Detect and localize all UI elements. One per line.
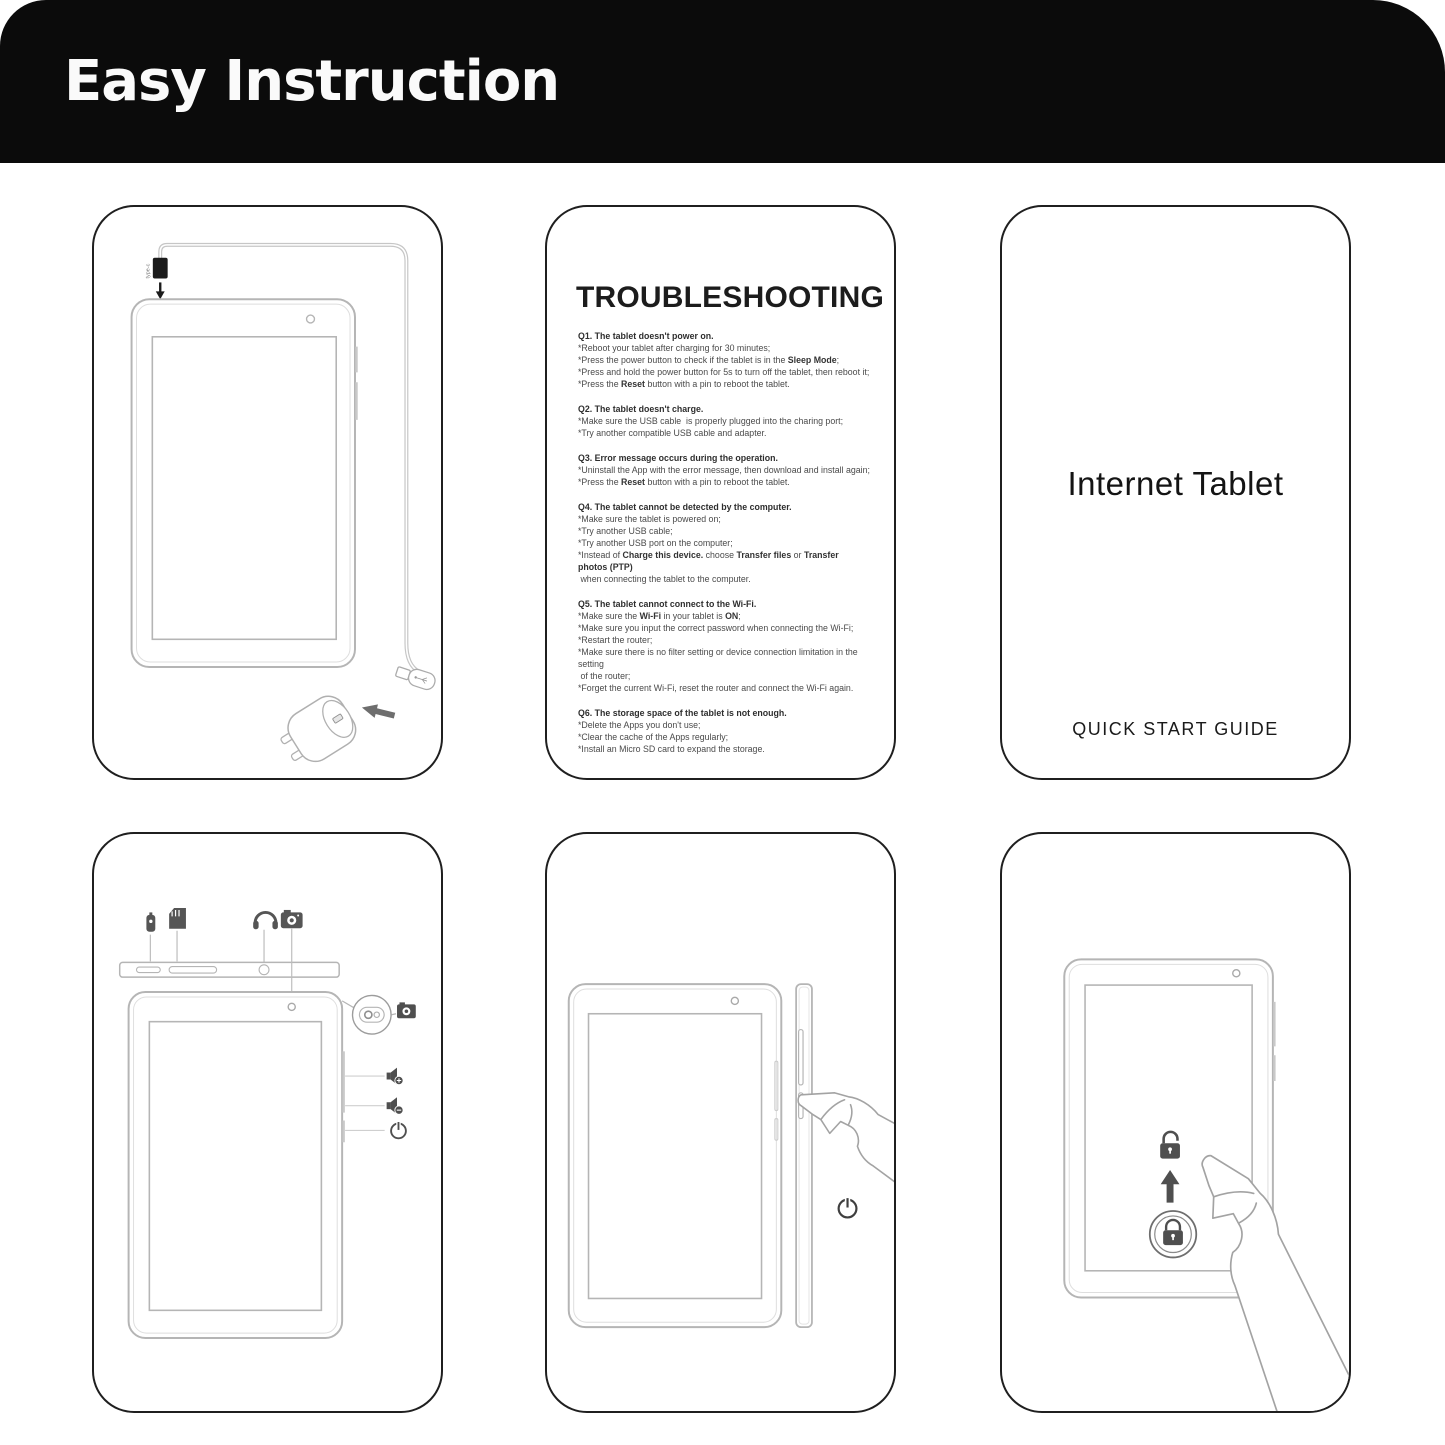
- unlock-illustration: [1002, 834, 1349, 1411]
- troubleshooting-line: *Install an Micro SD card to expand the storage.: [578, 744, 765, 754]
- callout-lines: [150, 930, 264, 964]
- tablet-top-edge: [120, 962, 339, 977]
- troubleshooting-section: [578, 452, 870, 488]
- left-arrow-icon: [360, 701, 396, 723]
- troubleshooting-line: *Try another compatible USB cable and adapter.: [578, 428, 767, 438]
- troubleshooting-line: *Instead of Charge this device. choose Transfer files or Transfer photos (PTP): [578, 550, 842, 572]
- camera-icon: [281, 910, 303, 928]
- tablet-front-outline: [129, 992, 344, 1338]
- troubleshooting-line: *Reboot your tablet after charging for 30 minutes;: [578, 343, 771, 353]
- sd-slot: [169, 967, 216, 973]
- front-camera-magnifier: [342, 995, 396, 1034]
- usb-port-icon: [146, 912, 155, 931]
- camera-icon-small: [397, 1002, 416, 1018]
- troubleshooting-section: [578, 501, 870, 585]
- troubleshooting-question: Q2. The tablet doesn't charge.: [578, 404, 704, 414]
- product-name: Internet Tablet: [1067, 465, 1284, 502]
- troubleshooting-line: *Make sure the USB cable is properly plugged into the charing port;: [578, 416, 844, 426]
- troubleshooting-question: Q1. The tablet doesn't power on.: [578, 331, 714, 341]
- usb-port: [137, 967, 161, 972]
- header: [0, 0, 1445, 163]
- wall-charger-icon: [273, 690, 362, 773]
- troubleshooting-question: Q6. The storage space of the tablet is not enough.: [578, 708, 787, 718]
- tablet-front-outline: [569, 984, 782, 1327]
- troubleshooting-line: *Press the Reset button with a pin to reboot the tablet.: [578, 477, 790, 487]
- troubleshooting-line: when connecting the tablet to the computer.: [578, 574, 751, 584]
- troubleshooting-line: *Try another USB cable;: [578, 526, 673, 536]
- volume-down-icon: [387, 1097, 404, 1114]
- headphone-jack: [259, 965, 269, 975]
- power-icon: [839, 1198, 857, 1218]
- headphones-icon: [253, 912, 278, 929]
- troubleshooting-line: *Make sure there is no filter setting or device connection limitation in the setting: [578, 647, 861, 669]
- power-on-illustration: [547, 834, 894, 1411]
- power-icon: [391, 1122, 406, 1139]
- tablet-front-outline: [132, 299, 357, 667]
- troubleshooting-title: TROUBLESHOOTING: [576, 281, 884, 314]
- micro-sd-card-icon: [169, 908, 186, 929]
- troubleshooting-line: *Try another USB port on the computer;: [578, 538, 733, 548]
- troubleshooting-question: Q5. The tablet cannot connect to the Wi-Fi.: [578, 599, 757, 609]
- type-c-connector-icon: [145, 258, 167, 279]
- down-arrow-icon: [156, 282, 165, 299]
- troubleshooting-question: Q3. Error message occurs during the operation.: [578, 453, 778, 463]
- volume-rocker: [799, 1030, 803, 1085]
- svg-text:type-c: type-c: [145, 263, 152, 279]
- troubleshooting-line: *Make sure the Wi-Fi in your tablet is ON;: [578, 611, 741, 621]
- panel-power-on: [545, 832, 896, 1413]
- panel-charging: [92, 205, 443, 780]
- troubleshooting-section: [578, 707, 870, 755]
- tablet-side-profile: [796, 984, 812, 1327]
- troubleshooting-section: [578, 403, 870, 439]
- panel-troubleshooting: [545, 205, 896, 780]
- troubleshooting-line: *Delete the Apps you don't use;: [578, 720, 701, 730]
- troubleshooting-line: of the router;: [578, 671, 631, 681]
- panel-ports: [92, 832, 443, 1413]
- troubleshooting-sections: [547, 330, 894, 755]
- quick-start-guide-label: QUICK START GUIDE: [1072, 719, 1279, 739]
- troubleshooting-line: *Clear the cache of the Apps regularly;: [578, 732, 729, 742]
- troubleshooting-section: [578, 598, 870, 694]
- troubleshooting-line: *Press the Reset button with a pin to reboot the tablet.: [578, 379, 790, 389]
- page-title: Easy Instruction: [64, 49, 560, 114]
- side-callout-lines: [345, 1076, 385, 1130]
- volume-up-icon: [387, 1068, 404, 1085]
- troubleshooting-section: [578, 330, 870, 390]
- troubleshooting-question: Q4. The tablet cannot be detected by the computer.: [578, 502, 792, 512]
- troubleshooting-line: *Make sure the tablet is powered on;: [578, 514, 721, 524]
- charging-illustration: [94, 207, 441, 778]
- panel-unlock: [1000, 832, 1351, 1413]
- locked-padlock-ring-icon: [1150, 1211, 1196, 1257]
- panel-cover: [1000, 205, 1351, 780]
- troubleshooting-line: *Restart the router;: [578, 635, 653, 645]
- troubleshooting-line: *Press and hold the power button for 5s to turn off the tablet, then reboot it;: [578, 367, 870, 377]
- ports-illustration: [94, 834, 441, 1411]
- troubleshooting-line: *Forget the current Wi-Fi, reset the router and connect the Wi-Fi again.: [578, 683, 854, 693]
- troubleshooting-line: *Uninstall the App with the error message, then download and install again;: [578, 465, 870, 475]
- troubleshooting-line: *Press the power button to check if the tablet is in the Sleep Mode;: [578, 355, 840, 365]
- troubleshooting-line: *Make sure you input the correct password when connecting the Wi-Fi;: [578, 623, 854, 633]
